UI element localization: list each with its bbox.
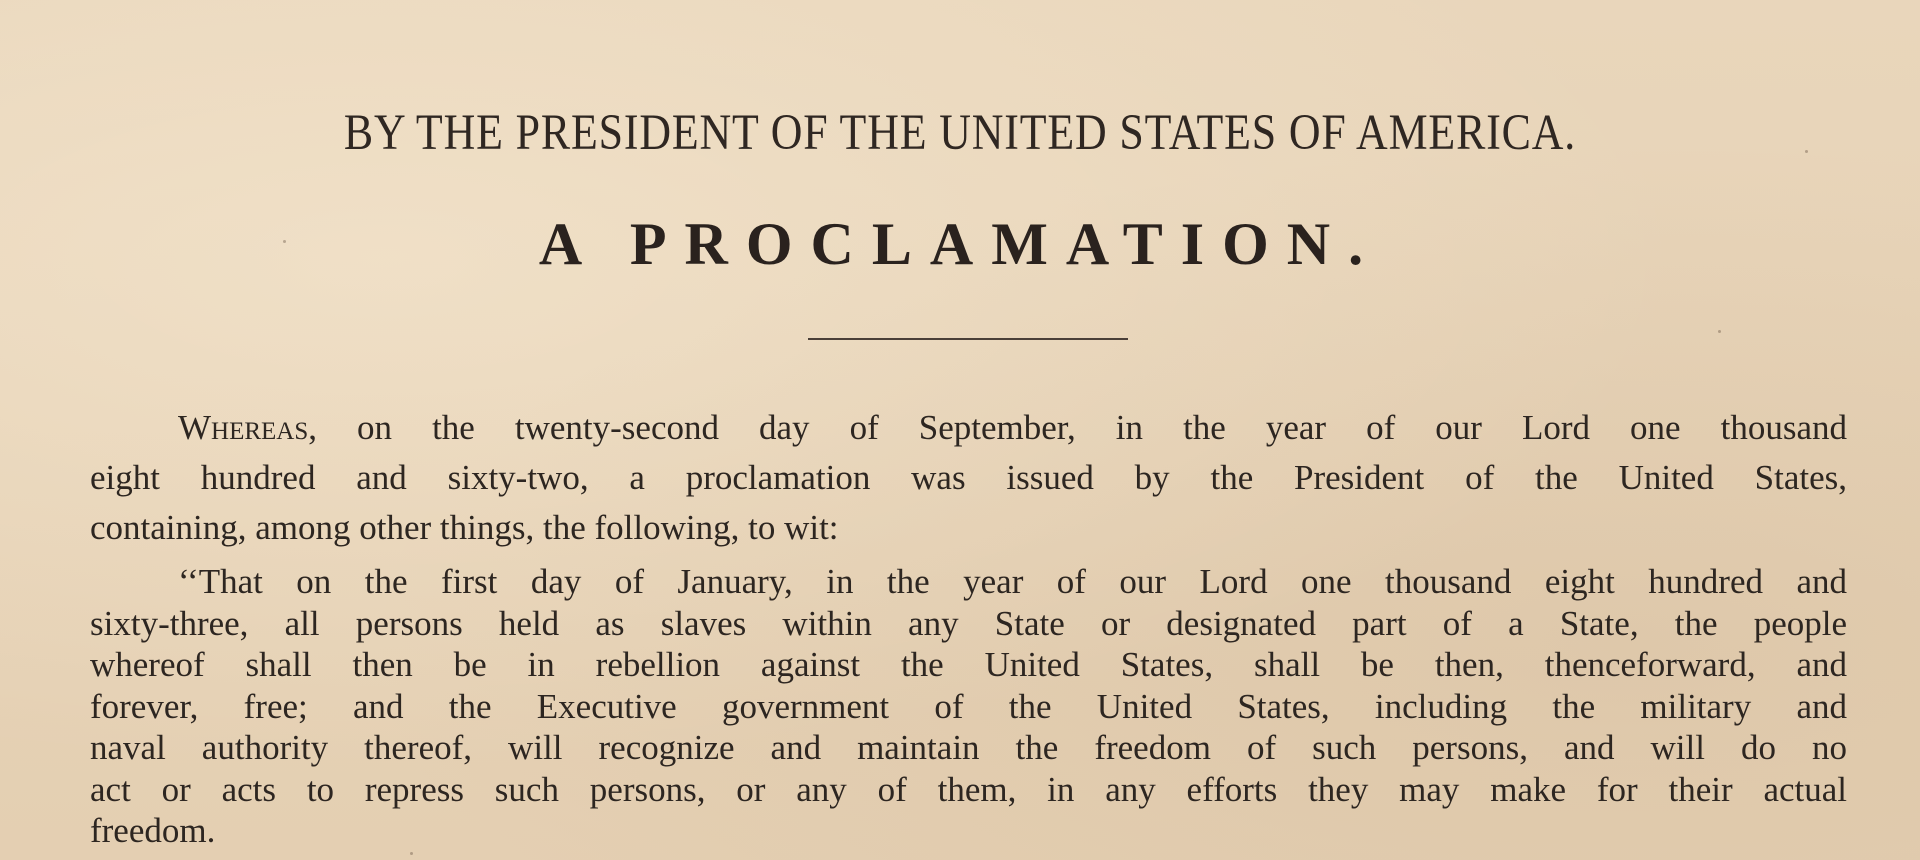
document-header: BY THE PRESIDENT OF THE UNITED STATES OF AMERICA.: [343, 105, 1577, 161]
paragraph-line: forever, free; and the Executive government of the United States, including the military and: [90, 686, 1847, 726]
paragraph-line: freedom.: [90, 811, 216, 850]
line-text: , on the twenty-second day of September, in the year of our Lord one thousand: [308, 408, 1847, 447]
paper-speck: [1718, 330, 1721, 333]
paragraph-line: ‘‘That on the first day of January, in the year of our Lord one thousand eight hundred and: [178, 562, 1847, 601]
paragraph-line: [90, 408, 1847, 458]
paper-speck: [283, 240, 286, 243]
paragraph-line: whereof shall then be in rebellion against the United States, shall be then, thenceforward, and: [90, 645, 1847, 684]
title-divider: [808, 338, 1128, 340]
paper-speck: [1805, 150, 1808, 153]
paper-speck: [410, 852, 413, 855]
paragraph-line: act or acts to repress such persons, or any of them, in any efforts they may make for their actual: [90, 769, 1847, 809]
paragraph-line: eight hundred and sixty-two, a proclamation was issued by the President of the United States,: [90, 458, 1847, 497]
paragraph-line: sixty-three, all persons held as slaves within any State or designated part of a State, the people: [90, 603, 1847, 643]
paragraph-line: naval authority thereof, will recognize and maintain the freedom of such persons, and will do no: [90, 728, 1847, 767]
paragraph-whereas: [90, 408, 1847, 558]
lead-word: Whereas: [178, 408, 309, 447]
paragraph-line: containing, among other things, the following, to wit:: [90, 508, 839, 547]
document-title: A PROCLAMATION.: [538, 211, 1382, 277]
paragraph-quotation: [90, 562, 1847, 853]
